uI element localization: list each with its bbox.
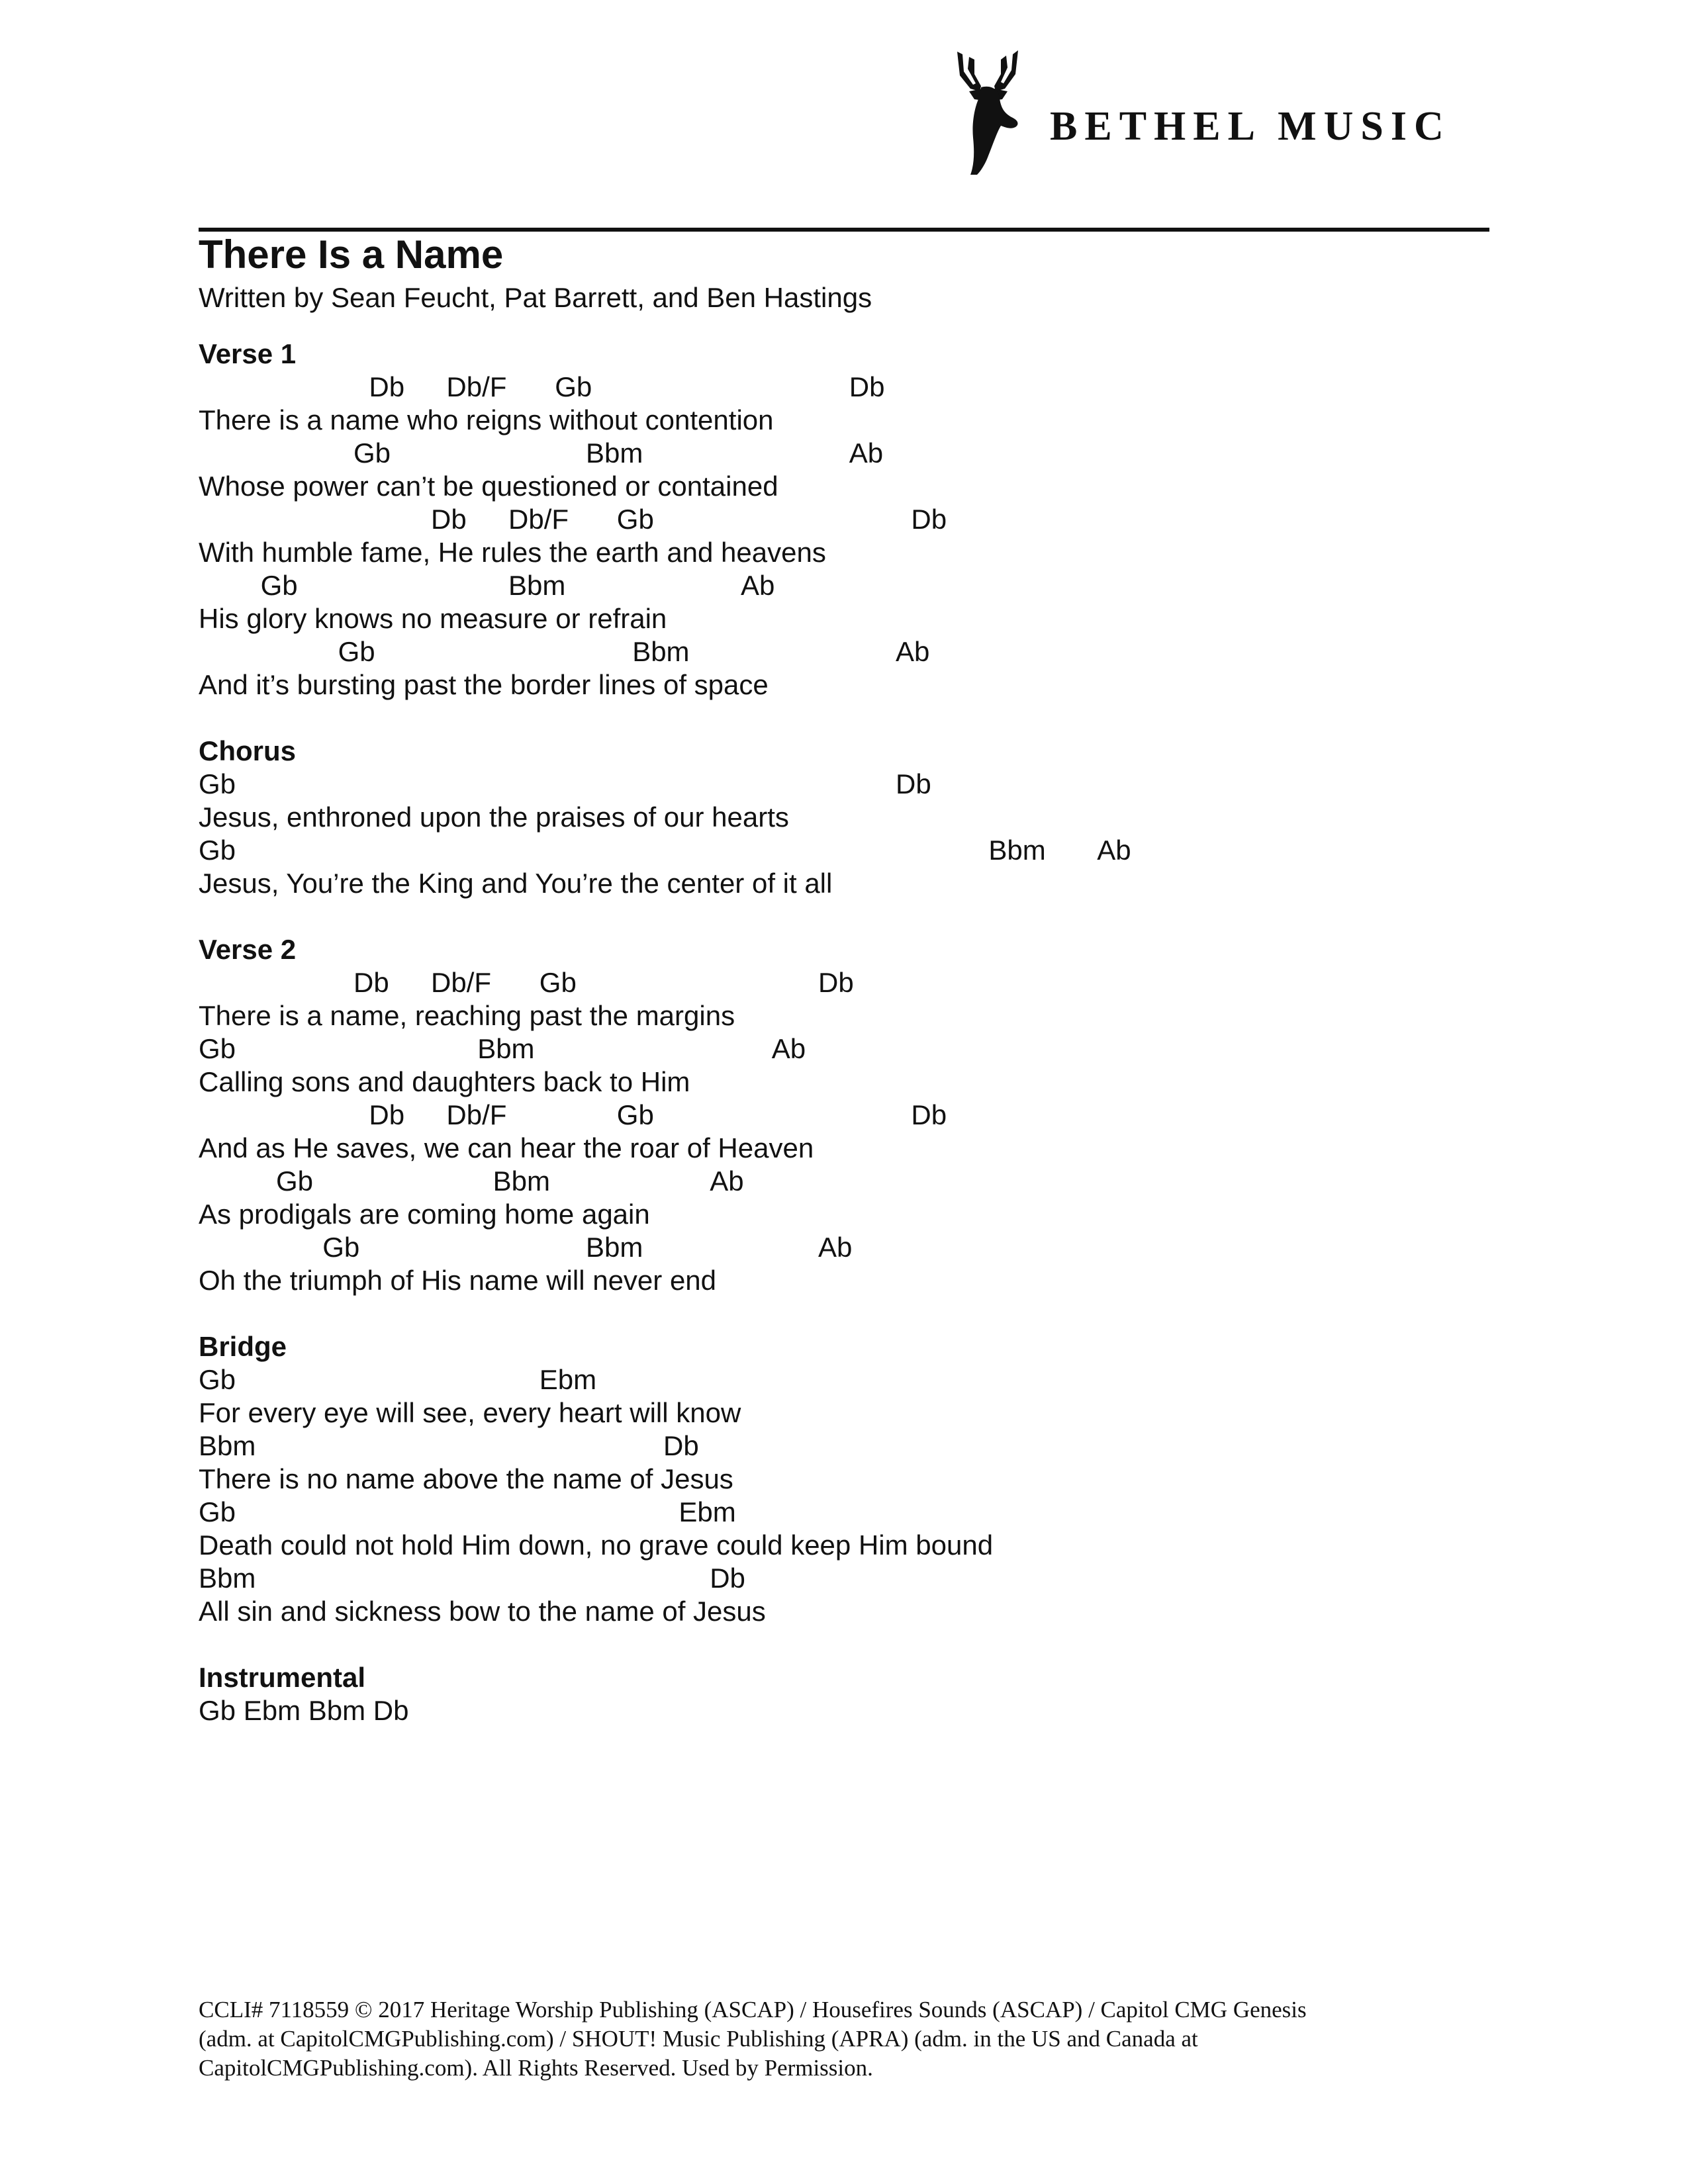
- chord-row: [199, 437, 1489, 470]
- chord: Db/F: [508, 504, 569, 535]
- lyric-line: Calling sons and daughters back to Him: [199, 1066, 690, 1097]
- chord: Bbm: [586, 437, 643, 469]
- chord: Bbm: [586, 1232, 643, 1263]
- chord: Gb: [555, 371, 592, 402]
- song-section: [199, 735, 1489, 900]
- chord: Db: [911, 504, 947, 535]
- lyric-line: Death could not hold Him down, no grave could keep Him bound: [199, 1529, 994, 1561]
- lyric-line: As prodigals are coming home again: [199, 1199, 650, 1230]
- chord: Ab: [849, 437, 884, 469]
- chord: Gb: [199, 1033, 236, 1064]
- chord: Gb: [616, 1099, 654, 1130]
- chord: Db: [896, 768, 931, 799]
- chord: Ebm: [679, 1496, 736, 1527]
- chord: Db/F: [431, 967, 492, 998]
- section-label: Verse 1: [199, 338, 297, 369]
- chord: Ab: [1097, 835, 1131, 866]
- song-title: There Is a Name: [199, 232, 504, 277]
- section-label: Bridge: [199, 1331, 287, 1362]
- chord: Gb: [199, 1496, 236, 1527]
- chord: Ab: [771, 1033, 806, 1064]
- chord-row: [199, 1099, 1489, 1132]
- deer-head-icon: [944, 45, 1037, 177]
- chord: Db: [431, 504, 467, 535]
- chord: Bbm: [199, 1563, 256, 1594]
- chord: Db: [849, 371, 885, 402]
- chord-row: [199, 834, 1489, 867]
- chord-row: [199, 966, 1489, 999]
- brand-name: BETHEL MUSIC: [1050, 104, 1451, 149]
- chord: Gb: [199, 768, 236, 799]
- chord: Gb: [353, 437, 391, 469]
- chord: Ab: [710, 1165, 744, 1197]
- bethel-music-logo: [944, 45, 1487, 177]
- lyric-line: For every eye will see, every heart will know: [199, 1397, 741, 1428]
- lyric-line: His glory knows no measure or refrain: [199, 603, 667, 634]
- lyric-line: Jesus, You’re the King and You’re the center of it all: [199, 868, 833, 899]
- chord-sheet: [199, 338, 1489, 1760]
- chord: Gb: [539, 967, 577, 998]
- lyric-line: Oh the triumph of His name will never end: [199, 1265, 717, 1296]
- chord: Bbm: [477, 1033, 535, 1064]
- chord: Bbm: [632, 636, 690, 667]
- chord: Gb: [616, 504, 654, 535]
- chord: Bbm: [988, 835, 1046, 866]
- lyric-line: Jesus, enthroned upon the praises of our hearts: [199, 801, 789, 833]
- chord-row: [199, 635, 1489, 668]
- lyric-line: And as He saves, we can hear the roar of Heaven: [199, 1132, 814, 1163]
- chord-row: [199, 1430, 1489, 1463]
- chord-row: [199, 371, 1489, 404]
- chord: Db: [369, 1099, 405, 1130]
- lyric-line: There is a name who reigns without contention: [199, 404, 774, 435]
- lyric-line: And it’s bursting past the border lines of space: [199, 669, 769, 700]
- chord: Gb: [199, 835, 236, 866]
- lyric-line: There is no name above the name of Jesus: [199, 1463, 733, 1494]
- lyric-line: Whose power can’t be questioned or contained: [199, 471, 778, 502]
- chord: Db: [663, 1430, 699, 1461]
- chord: Db/F: [446, 371, 507, 402]
- copyright-footer: [199, 1995, 1496, 2083]
- chord-row: [199, 1231, 1489, 1264]
- footer-line: (adm. at CapitolCMGPublishing.com) / SHOUT! Music Publishing (APRA) (adm. in the US and Canada at: [199, 2026, 1198, 2052]
- chord-row: [199, 569, 1489, 602]
- song-credits: Written by Sean Feucht, Pat Barrett, and Ben Hastings: [199, 282, 872, 313]
- chord-row: [199, 1496, 1489, 1529]
- chord-row: [199, 1165, 1489, 1198]
- song-section: [199, 1330, 1489, 1628]
- section-label: Chorus: [199, 735, 296, 766]
- chord: Gb: [338, 636, 375, 667]
- chord: Bbm: [199, 1430, 256, 1461]
- lyric-line: Gb Ebm Bbm Db: [199, 1695, 409, 1726]
- chord: Ab: [818, 1232, 853, 1263]
- chord-row: [199, 1363, 1489, 1396]
- section-label: Verse 2: [199, 934, 297, 965]
- chord: Gb: [199, 1364, 236, 1395]
- song-section: [199, 933, 1489, 1297]
- chord: Bbm: [492, 1165, 550, 1197]
- chord-row: [199, 1032, 1489, 1066]
- chord: Ab: [741, 570, 775, 601]
- chord-row: [199, 1562, 1489, 1595]
- chord: Db: [818, 967, 854, 998]
- chord-row: [199, 503, 1489, 536]
- chord: Gb: [322, 1232, 360, 1263]
- chord-row: [199, 768, 1489, 801]
- footer-line: CapitolCMGPublishing.com). All Rights Reserved. Used by Permission.: [199, 2055, 873, 2081]
- lyric-line: There is a name, reaching past the margins: [199, 1000, 735, 1031]
- chord: Gb: [276, 1165, 314, 1197]
- song-section: [199, 1661, 1489, 1727]
- chord: Ab: [896, 636, 930, 667]
- footer-line: CCLI# 7118559 © 2017 Heritage Worship Publishing (ASCAP) / Housefires Sounds (ASCAP) / Capitol CMG Genesis: [199, 1997, 1307, 2023]
- chord: Db: [353, 967, 389, 998]
- lyric-line: All sin and sickness bow to the name of Jesus: [199, 1596, 766, 1627]
- chord: Gb: [260, 570, 298, 601]
- chord: Db: [369, 371, 405, 402]
- chord: Db/F: [446, 1099, 507, 1130]
- chord: Db: [710, 1563, 745, 1594]
- chord: Bbm: [508, 570, 566, 601]
- chord: Db: [911, 1099, 947, 1130]
- song-section: [199, 338, 1489, 702]
- lyric-line: With humble fame, He rules the earth and heavens: [199, 537, 826, 568]
- section-label: Instrumental: [199, 1662, 366, 1693]
- chord: Ebm: [539, 1364, 597, 1395]
